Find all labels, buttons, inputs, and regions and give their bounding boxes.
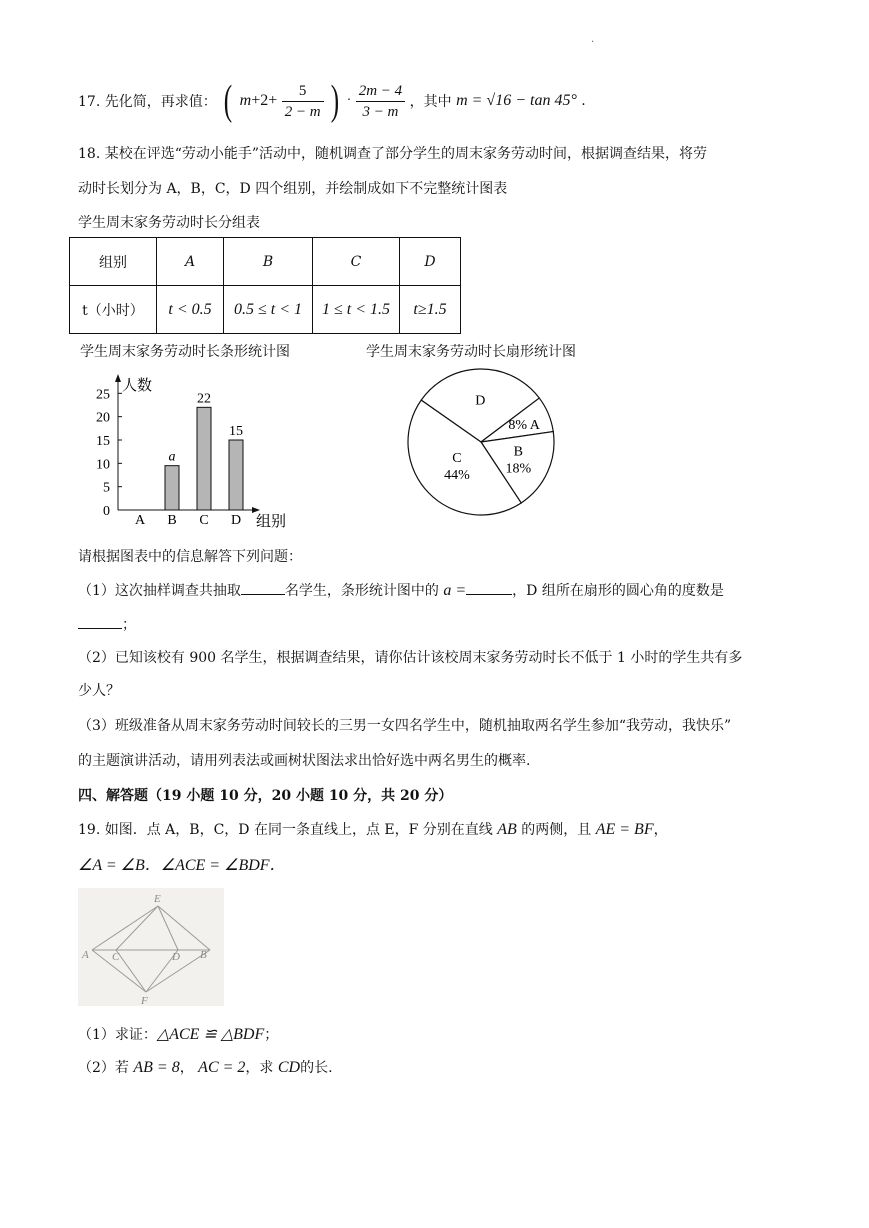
table-cell: 0.5 ≤ t < 1 [224, 286, 313, 334]
pie-chart [400, 368, 600, 528]
group-table [69, 237, 461, 334]
q18-line-2: 动时长划分为 A，B，C，D 四个组别，并绘制成如下不完整统计图表 [78, 181, 508, 197]
table-header-cell: C [313, 238, 400, 286]
bar-chart-title: 学生周末家务劳动时长条形统计图 [80, 344, 290, 360]
y-tick-label: 10 [96, 457, 110, 473]
table-header-row [70, 238, 461, 286]
bar [165, 466, 179, 510]
table-header-cell: A [157, 238, 224, 286]
q18-part-1: （1）这次抽样调查共抽取 名学生，条形统计图中的 a = ，D 组所在扇形的圆心角的度数是 [78, 582, 724, 599]
pie-slice-label: B [513, 444, 523, 460]
q18-part-1-cont: ； [78, 614, 809, 634]
table-header-cell: 组别 [70, 238, 157, 286]
y-tick-label: 15 [96, 434, 110, 449]
point-label-d: D [172, 951, 180, 963]
table-header-cell: D [400, 238, 461, 286]
point-label-f: F [141, 995, 148, 1006]
q18-part-2-cont: 少人？ [78, 683, 120, 699]
x-tick-label: C [199, 513, 209, 528]
q17-var-m: m [239, 92, 252, 109]
q17-plus: +2+ [251, 92, 278, 109]
bar-chart [80, 368, 310, 533]
pie-slice-label: 8% A [508, 418, 540, 434]
q18-prompt: 请根据图表中的信息解答下列问题： [78, 549, 302, 565]
x-tick-label: A [134, 513, 146, 528]
y-axis-arrow [115, 374, 121, 382]
x-tick-label: D [230, 513, 242, 528]
q19-part-2: （2）若 AB = 8， AC = 2，求 CD的长. [78, 1059, 333, 1076]
y-tick-label: 5 [103, 480, 110, 496]
x-axis-arrow [252, 507, 260, 513]
pie-slice-label: D [475, 393, 486, 409]
q17-where: ，其中 [409, 94, 452, 110]
answer-blank[interactable] [241, 594, 285, 595]
answer-blank[interactable] [466, 594, 512, 595]
table-cell: t≥1.5 [400, 286, 461, 334]
q18-part-3: （3）班级准备从周末家务劳动时间较长的三男一女四名学生中，随机抽取两名学生参加“我劳动，我快乐” [78, 718, 732, 734]
section-heading: 四、解答题（19 小题 10 分，20 小题 10 分，共 20 分） [78, 788, 453, 804]
q17-dot: · [346, 93, 352, 108]
x-axis-label: 组别 [256, 514, 287, 530]
pie-slice-label: C [452, 450, 462, 466]
q19-line-2: ∠A = ∠B．∠ACE = ∠BDF． [78, 857, 286, 874]
y-tick-label: 0 [103, 504, 110, 519]
y-tick-label: 20 [96, 410, 110, 426]
q19-part-1: （1）求证：△ACE ≌ △BDF； [78, 1026, 279, 1043]
y-tick-label: 25 [96, 387, 110, 403]
table-title: 学生周末家务劳动时长分组表 [78, 215, 260, 231]
point-label-c: C [112, 951, 120, 963]
q17-fraction-1: $\frac{5}{2 - m}$ [282, 81, 324, 122]
q18-part-2: （2）已知该校有 900 名学生，根据调查结果，请你估计该校周末家务劳动时长不低于 1 小时的学生共有多 [78, 650, 743, 666]
bar [229, 440, 243, 510]
table-cell: t < 0.5 [157, 286, 224, 334]
bar-data-label: a [168, 449, 176, 465]
table-header-cell: B [224, 238, 313, 286]
q19-line-1: 19. 如图．点 A，B，C，D 在同一条直线上，点 E，F 分别在直线 AB 的两侧，且 AE = BF， [78, 821, 668, 838]
table-row [70, 286, 461, 334]
header-mark: . [591, 34, 595, 45]
q18-line-1: 18. 某校在评选“劳动小能手”活动中，随机调查了部分学生的周末家务劳动时间，根据调查结果，将劳 [78, 146, 708, 162]
bar-data-label: 22 [197, 391, 211, 407]
point-label-b: B [200, 949, 207, 961]
pie-slice-label: 18% [505, 461, 532, 477]
geometry-figure [78, 888, 224, 1006]
bar-data-label: 15 [229, 424, 243, 439]
question-17: 17. 先化简，再求值： ( m+2+ $\frac{5}{2 - m}$ ) · $\frac{2m - 4}{3 - m}$ ，其中 m = √16 − tan 45° . [78, 78, 586, 124]
point-label-e: E [154, 893, 161, 905]
table-cell: 1 ≤ t < 1.5 [313, 286, 400, 334]
q17-prefix: 17. 先化简，再求值： [78, 94, 217, 110]
y-axis-label: 人数 [122, 378, 153, 394]
answer-blank[interactable] [78, 628, 122, 629]
point-label-a: A [82, 949, 89, 961]
q17-condition: m = √16 − tan 45° [456, 92, 577, 109]
bar [197, 407, 211, 510]
q17-fraction-2: $\frac{2m - 4}{3 - m}$ [356, 81, 405, 122]
pie-slice-label: 44% [444, 467, 470, 483]
pie-chart-title: 学生周末家务劳动时长扇形统计图 [366, 344, 576, 360]
table-cell: t（小时） [70, 286, 157, 334]
x-tick-label: B [167, 513, 177, 528]
q18-part-3-cont: 的主题演讲活动，请用列表法或画树状图法求出恰好选中两名男生的概率. [78, 753, 531, 769]
